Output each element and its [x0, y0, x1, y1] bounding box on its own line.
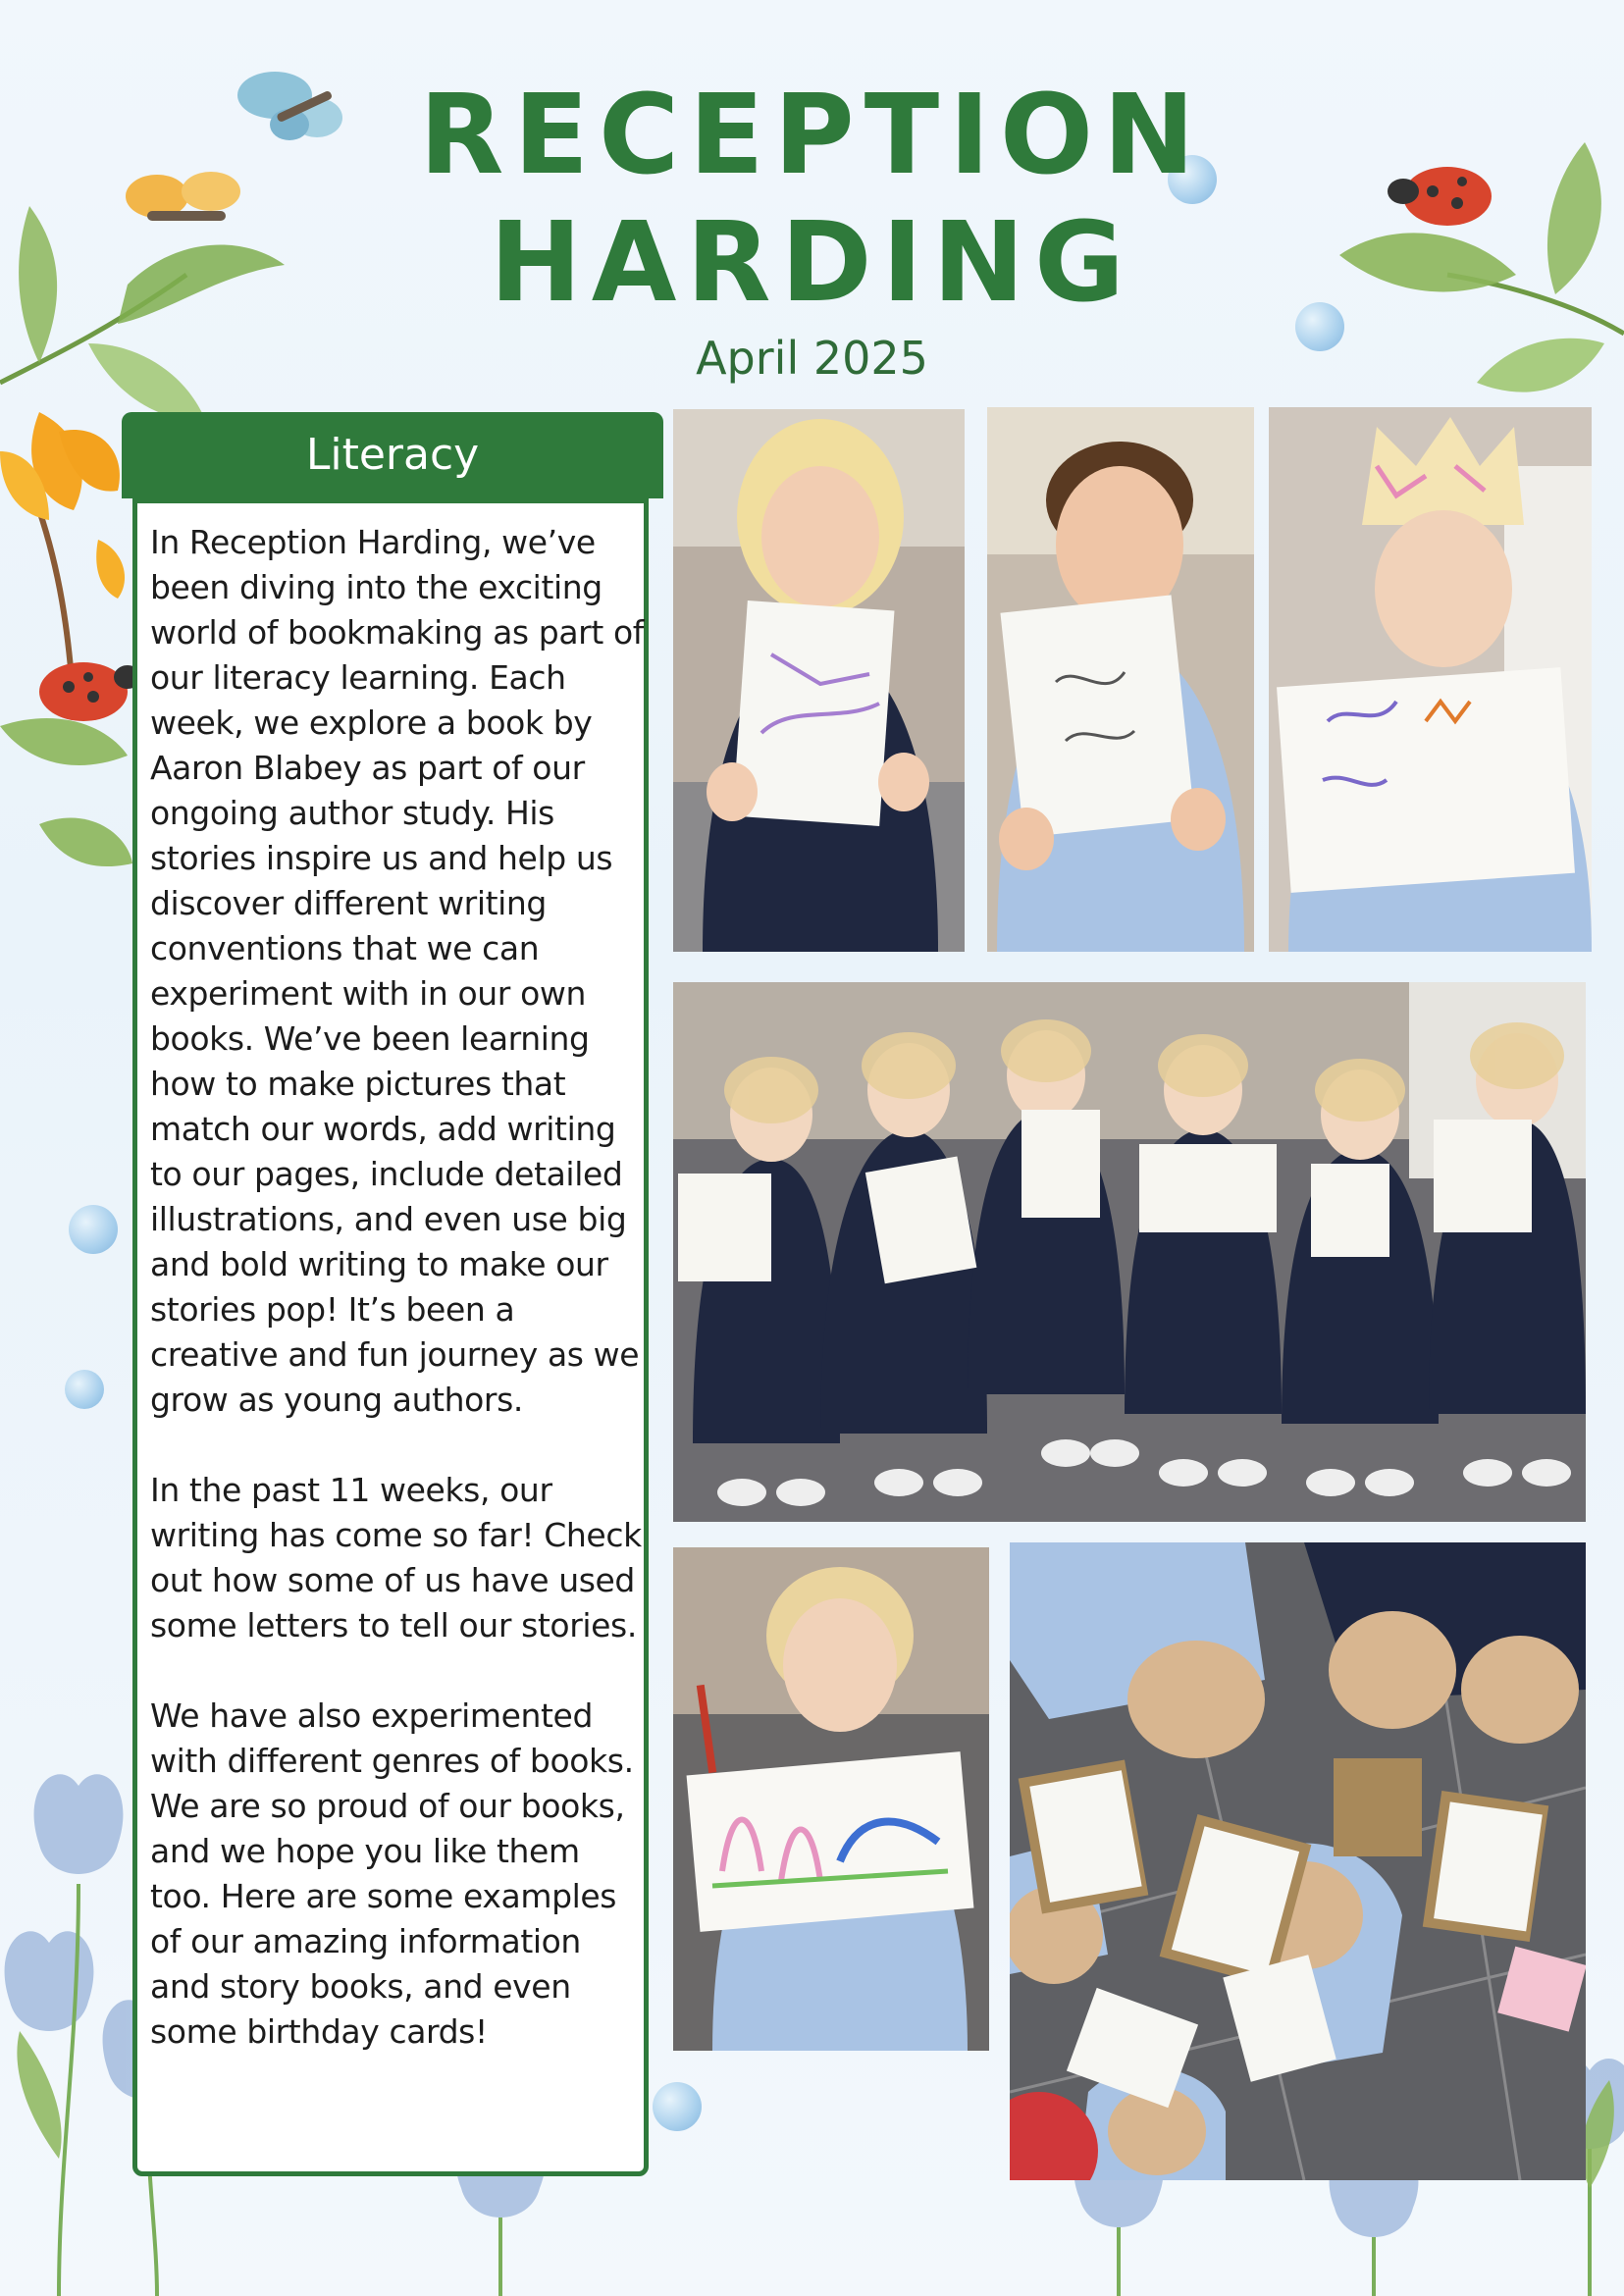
bubble-decoration — [65, 1370, 104, 1409]
photo-girl-holding-book — [673, 409, 965, 952]
literacy-heading: Literacy — [122, 412, 663, 498]
photo-children-writing-on-floor — [1010, 1542, 1586, 2180]
photo-girl-with-crown — [1269, 407, 1592, 952]
literacy-paragraph: In Reception Harding, we’ve been diving into the exciting world of bookmaking as part of our literacy learning. Each week, we explore a book by Aaron Blabey as part of our ongoing author study. His stories inspire us and help us discover different writing conventions that we can experiment with in our own books. We’ve been learning how to make pictures that match our words, add writing to our pages, include detailed illustrations, and even use big and bold writing to make our stories pop! It’s been a creative and fun journey as we grow as young authors. — [150, 523, 644, 1419]
bubble-decoration — [653, 2082, 702, 2131]
photo-girl-holding-drawing — [673, 1547, 989, 2051]
literacy-body — [150, 520, 646, 2100]
issue-date: April 2025 — [696, 332, 928, 385]
page-title-line2: HARDING — [490, 199, 1134, 327]
bubble-decoration — [69, 1205, 118, 1254]
photo-boy-holding-book — [987, 407, 1254, 952]
leaves-left-decoration — [0, 687, 137, 922]
page-title-line1: RECEPTION — [419, 72, 1205, 199]
photo-group-holding-books — [673, 982, 1586, 1522]
literacy-paragraph: In the past 11 weeks, our writing has come so far! Check out how some of us have used some letters to tell our stories. — [150, 1471, 642, 1644]
literacy-paragraph: We have also experimented with different genres of books. We are so proud of our books, and we hope you like them too. Here are some examples of our amazing information and story books, and even some birthday cards! — [150, 1696, 634, 2051]
